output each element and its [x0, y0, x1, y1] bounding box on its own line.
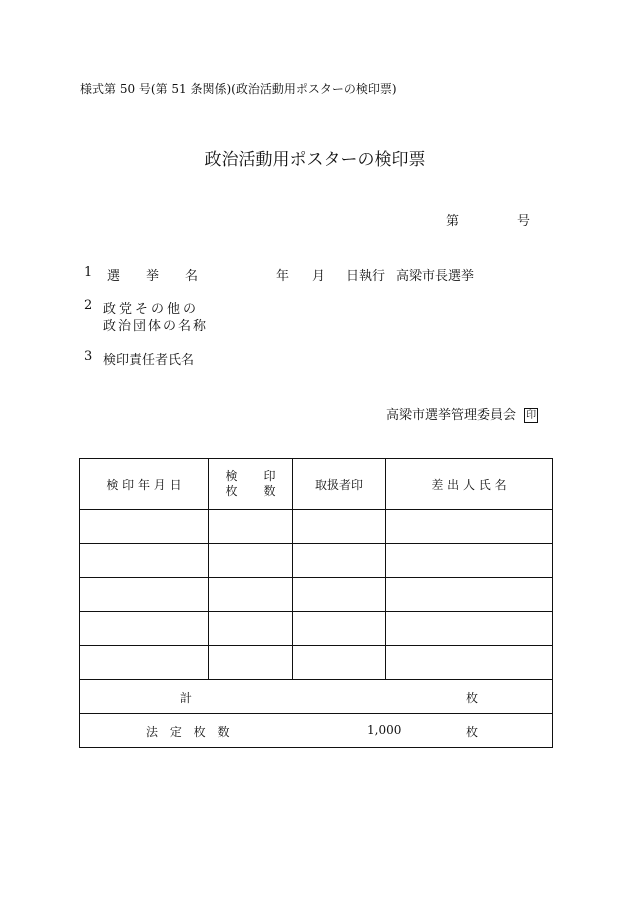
total-unit: 枚 [466, 691, 479, 705]
document-title: 政治活動用ポスターの検印票 [204, 150, 426, 170]
count-cell[interactable] [209, 510, 293, 544]
inspection-ledger-table [79, 458, 553, 748]
legal-count-unit: 枚 [466, 725, 479, 739]
header-handler-seal: 取扱者印 [293, 459, 386, 510]
handler-cell[interactable] [293, 578, 386, 612]
header-inspection-date: 検 印 年 月 日 [80, 459, 209, 510]
committee-signature [386, 404, 538, 423]
submitter-cell[interactable] [386, 578, 553, 612]
item-1-label: 選 挙 名 [107, 269, 199, 284]
legal-count-value: 1,000 [367, 723, 402, 737]
header-count-line2: 枚 数 [225, 484, 276, 498]
election-month-label: 月 [312, 269, 326, 284]
number-suffix: 号 [517, 214, 531, 229]
seal-mark: 印 [526, 410, 537, 421]
item-3-number: 3 [84, 349, 93, 364]
table-header-row [80, 459, 553, 510]
date-cell[interactable] [80, 578, 209, 612]
table-row [80, 612, 553, 646]
date-cell[interactable] [80, 510, 209, 544]
item-2-label-line2: 政治団体の名称 [103, 319, 209, 334]
count-cell[interactable] [209, 578, 293, 612]
legal-count-row [80, 714, 553, 748]
election-name: 高梁市長選挙 [396, 269, 475, 284]
table-row [80, 544, 553, 578]
handler-cell[interactable] [293, 612, 386, 646]
committee-name: 高梁市選挙管理委員会 [386, 408, 517, 423]
table-row [80, 510, 553, 544]
handler-cell[interactable] [293, 544, 386, 578]
handler-cell[interactable] [293, 510, 386, 544]
date-cell[interactable] [80, 544, 209, 578]
number-prefix: 第 [446, 214, 460, 229]
submitter-cell[interactable] [386, 612, 553, 646]
item-1-number: 1 [84, 265, 93, 280]
date-cell[interactable] [80, 612, 209, 646]
date-cell[interactable] [80, 646, 209, 680]
header-count-line1: 検 印 [225, 469, 276, 483]
table-row [80, 578, 553, 612]
handler-cell[interactable] [293, 646, 386, 680]
total-label: 計 [180, 691, 193, 705]
total-row [80, 680, 553, 714]
header-inspection-count [209, 459, 293, 510]
legal-count-cell [80, 714, 553, 748]
submitter-cell[interactable] [386, 544, 553, 578]
item-3-label: 検印責任者氏名 [103, 353, 195, 368]
item-2-label-line1: 政党その他の [103, 302, 200, 317]
election-year-label: 年 [276, 269, 290, 284]
count-cell[interactable] [209, 646, 293, 680]
item-2-number: 2 [84, 298, 93, 313]
submitter-cell[interactable] [386, 646, 553, 680]
legal-count-label: 法 定 枚 数 [146, 725, 234, 739]
count-cell[interactable] [209, 612, 293, 646]
submitter-cell[interactable] [386, 510, 553, 544]
form-number: 様式第 50 号(第 51 条関係)(政治活動用ポスターの検印票) [80, 82, 397, 96]
header-submitter-name: 差 出 人 氏 名 [386, 459, 553, 510]
table-row [80, 646, 553, 680]
count-cell[interactable] [209, 544, 293, 578]
total-cell [80, 680, 553, 714]
election-day-execution-label: 日執行 [346, 269, 386, 284]
